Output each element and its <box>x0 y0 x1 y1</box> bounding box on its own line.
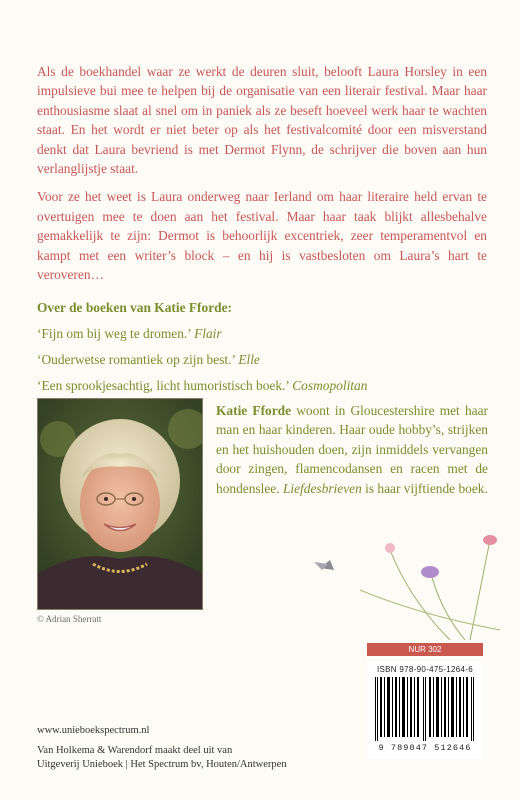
blurb-paragraph-2: Voor ze het weet is Laura onderweg naar Ierland om haar literaire held ervan te overtuigen mee te doen aan het festival. Maar haar taak blijkt allesbehalve gemakkelijk te zijn: Dermot is behoorlijk excentriek, zeer temperamentvol en kampt met een writer’s block – en hij is vastbesloten om Laura’s hart te veroveren… <box>37 189 487 283</box>
author-name: Katie Fforde <box>216 403 292 418</box>
quote-source: Flair <box>194 326 222 341</box>
author-portrait-image <box>38 399 202 609</box>
quote-source: Cosmopolitan <box>292 378 368 393</box>
barcode-bars <box>373 677 477 741</box>
quote-source: Elle <box>238 352 260 367</box>
quotes-heading: Over de boeken van Katie Fforde: <box>37 300 233 315</box>
isbn-text: ISBN 978-90-475-1264-6 <box>377 665 473 674</box>
quote-text: ‘Een sprookjesachtig, licht humoristisch boek.’ <box>37 378 289 393</box>
author-bio <box>216 401 488 498</box>
nur-label: NUR 302 <box>367 643 483 656</box>
flower-illustration <box>300 530 510 640</box>
author-photo <box>37 398 203 610</box>
bio-text-1: woont in Gloucestershire met haar man en haar kinderen. Haar oude hobby’s, strijken en het huishouden doen, zijn inmiddels vervangen door zingen, flamencodansen en racen met de hondenslee. <box>216 403 488 496</box>
quote-text: ‘Fijn om bij weg te dromen.’ <box>37 326 191 341</box>
quote-item <box>37 324 487 343</box>
book-title: Liefdesbrieven <box>282 480 362 496</box>
publisher-line-1: Van Holkema & Warendorf maakt deel uit van <box>37 745 233 756</box>
quote-text: ‘Ouderwetse romantiek op zijn best.’ <box>37 352 235 367</box>
quote-item <box>37 376 487 395</box>
barcode-number: 9 789047 512646 <box>378 743 472 753</box>
blurb-paragraph-1: Als de boekhandel waar ze werkt de deuren sluit, belooft Laura Horsley in een impulsieve bui mee te helpen bij de organisatie van een literair festival. Maar haar enthousiasme slaat al snel om in paniek als ze beseft hoeveel werk haar te wachten staat. En het wordt er niet beter op als het festivalcomité door een misverstand denkt dat Laura bevriend is met Dermot Flynn, de schrijver die boven aan hun verlanglijstje staat. <box>37 64 487 177</box>
publisher-line-2: Uitgeverij Unieboek | Het Spectrum bv, Houten/Antwerpen <box>37 759 287 770</box>
publisher-footer <box>37 724 357 772</box>
bio-text-2: is haar vijftiende boek. <box>361 480 488 496</box>
barcode <box>367 661 483 759</box>
photo-credit: © Adrian Sherratt <box>37 614 102 624</box>
publisher-url: www.unieboekspectrum.nl <box>37 725 150 736</box>
press-quotes <box>37 298 487 402</box>
book-blurb <box>37 62 487 293</box>
quote-item <box>37 350 487 369</box>
